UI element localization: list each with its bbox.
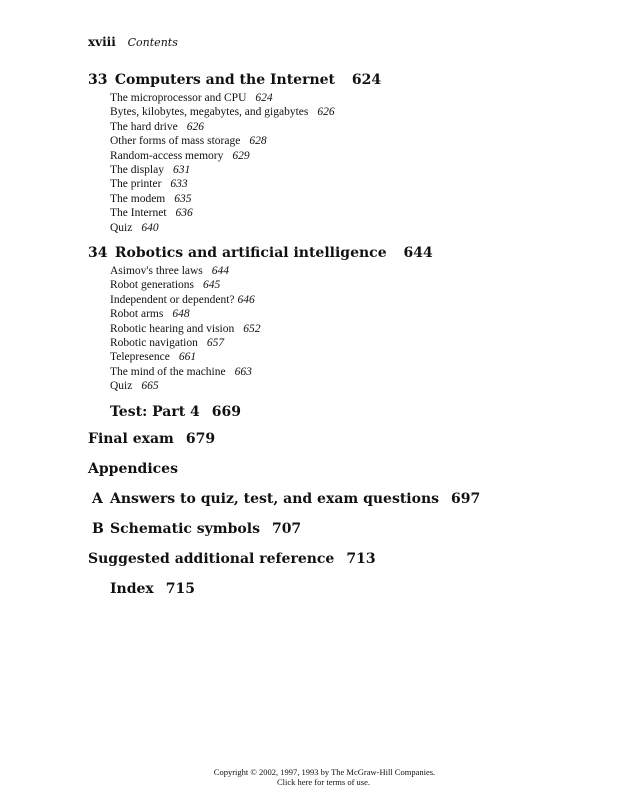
toc-entry xyxy=(110,307,433,321)
entry-page: 645 xyxy=(203,279,221,292)
toc-entry xyxy=(110,206,381,220)
toc-entry xyxy=(110,134,381,148)
entry-page: 631 xyxy=(172,164,191,177)
final-exam xyxy=(88,430,215,448)
chapter-34 xyxy=(88,244,433,394)
footer xyxy=(0,767,627,787)
toc-entry xyxy=(110,322,433,336)
appendix-a xyxy=(92,490,480,508)
terms-of-use-link[interactable]: Click here for terms of use. xyxy=(277,777,370,787)
toc-entry xyxy=(110,177,381,191)
entry-page: 636 xyxy=(175,207,193,220)
entry-title: The Internet xyxy=(110,207,167,220)
entry-page: 657 xyxy=(206,337,225,350)
toc-entry xyxy=(110,365,433,379)
entry-page: 629 xyxy=(232,149,250,162)
appendix-b xyxy=(92,520,301,538)
toc-entry xyxy=(110,149,381,163)
toc-entry xyxy=(110,336,433,350)
entry-title: Bytes, kilobytes, megabytes, and gigabytes xyxy=(110,106,309,119)
copyright-notice: Copyright © 2002, 1997, 1993 by The McGraw-Hill Companies. xyxy=(213,767,436,777)
appendix-page: 697 xyxy=(451,491,481,507)
chapter-page: 644 xyxy=(403,245,433,261)
running-head-title: Contents xyxy=(127,36,178,49)
appendices-title: Appendices xyxy=(88,461,178,477)
index-title: Index xyxy=(110,581,154,597)
entry-title: Other forms of mass storage xyxy=(110,135,241,148)
toc-entry xyxy=(110,379,433,393)
entry-page: 628 xyxy=(249,135,267,148)
final-exam-page: 679 xyxy=(185,431,216,447)
entry-page: 626 xyxy=(317,106,335,119)
chapter-page: 624 xyxy=(351,72,382,88)
entry-title: Asimov's three laws xyxy=(110,265,203,277)
chapter-heading xyxy=(88,244,433,262)
toc-entry xyxy=(110,293,433,307)
test-page: 669 xyxy=(211,404,242,420)
toc-entry xyxy=(110,221,381,235)
suggested-reference xyxy=(88,550,376,568)
entry-page: 635 xyxy=(174,192,192,205)
entry-title: The microprocessor and CPU xyxy=(110,92,247,104)
entry-page: 665 xyxy=(141,380,159,393)
suggested-reference-title: Suggested additional reference xyxy=(88,551,335,567)
entry-title: The display xyxy=(110,164,164,177)
entry-title: The mind of the machine xyxy=(110,365,226,378)
suggested-reference-page: 713 xyxy=(346,551,376,567)
entry-title: Quiz xyxy=(110,380,133,393)
appendix-title: Answers to quiz, test, and exam questions xyxy=(110,491,440,507)
running-head xyxy=(88,35,178,50)
entry-title: Random-access memory xyxy=(110,149,224,162)
chapter-33 xyxy=(88,71,381,235)
entry-title: The hard drive xyxy=(110,120,178,133)
index-entry xyxy=(110,580,195,598)
appendix-page: 707 xyxy=(271,521,302,537)
appendix-letter: A xyxy=(92,491,103,507)
toc-entry xyxy=(110,163,381,177)
toc-entry xyxy=(110,278,433,292)
chapter-number: 34 xyxy=(88,245,108,261)
entry-title: Independent or dependent? xyxy=(110,293,235,306)
appendix-letter: B xyxy=(92,521,104,537)
entry-page: 640 xyxy=(141,221,159,234)
page-number: xviii xyxy=(88,35,116,49)
chapter-title: Computers and the Internet xyxy=(114,72,336,88)
section-list xyxy=(88,264,433,394)
entry-page: 644 xyxy=(211,265,230,277)
entry-title: The modem xyxy=(110,192,166,205)
toc-entry xyxy=(110,192,381,206)
entry-title: Robotic hearing and vision xyxy=(110,322,235,335)
test-part-4 xyxy=(110,403,241,421)
entry-title: Robotic navigation xyxy=(110,337,198,350)
entry-title: Telepresence xyxy=(110,351,170,364)
section-list xyxy=(88,91,381,235)
toc-entry xyxy=(110,91,381,105)
test-title: Test: Part 4 xyxy=(110,404,200,420)
entry-page: 663 xyxy=(234,365,252,378)
entry-title: The printer xyxy=(110,178,162,191)
chapter-heading xyxy=(88,71,381,89)
appendices-heading xyxy=(88,460,178,478)
entry-page: 652 xyxy=(243,322,261,335)
entry-title: Robot arms xyxy=(110,308,164,321)
entry-page: 624 xyxy=(255,92,273,104)
toc-entry xyxy=(110,120,381,134)
entry-title: Robot generations xyxy=(110,279,194,292)
appendix-title: Schematic symbols xyxy=(110,521,260,537)
entry-page: 661 xyxy=(178,351,197,364)
toc-entry xyxy=(110,105,381,119)
chapter-title: Robotics and artificial intelligence xyxy=(114,245,387,261)
chapter-number: 33 xyxy=(88,72,108,88)
index-page: 715 xyxy=(165,581,196,597)
final-exam-title: Final exam xyxy=(88,431,174,447)
entry-page: 633 xyxy=(170,178,188,191)
entry-page: 626 xyxy=(186,120,204,133)
toc-entry xyxy=(110,264,433,278)
toc-entry xyxy=(110,350,433,364)
entry-page: 646 xyxy=(237,293,255,306)
entry-page: 648 xyxy=(172,308,190,321)
entry-title: Quiz xyxy=(110,221,133,234)
